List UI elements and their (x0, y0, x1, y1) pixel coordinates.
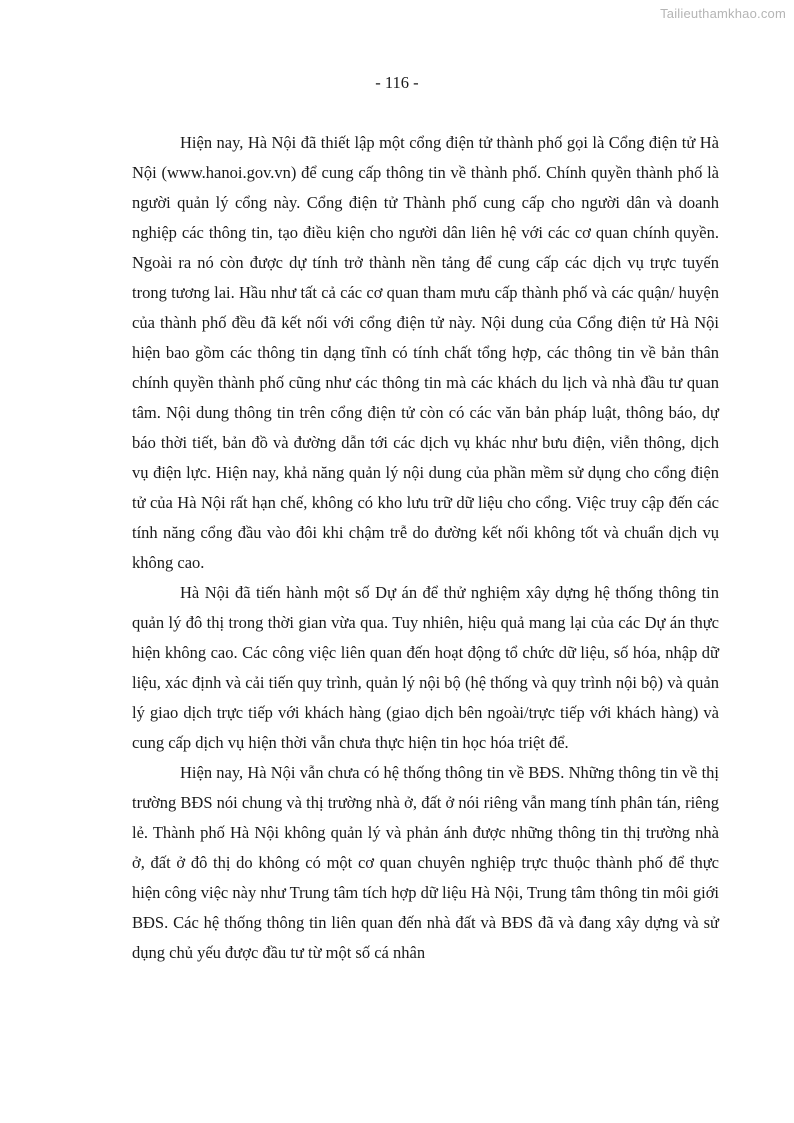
document-body (132, 128, 719, 968)
paragraph-3: Hiện nay, Hà Nội vẫn chưa có hệ thống thông tin về BĐS. Những thông tin về thị trường BĐS nói chung và thị trường nhà ở, đất ở nói riêng vẫn mang tính phân tán, riêng lẻ. Thành phố Hà Nội không quản lý và phản ánh được những thông tin thị trường nhà ở, đất ở đô thị do không có một cơ quan chuyên nghiệp trực thuộc thành phố để thực hiện công việc này như Trung tâm tích hợp dữ liệu Hà Nội, Trung tâm thông tin môi giới BĐS. Các hệ thống thông tin liên quan đến nhà đất và BĐS đã và đang xây dựng và sử dụng chủ yếu được đầu tư từ một số cá nhân (132, 763, 719, 962)
paragraph-2: Hà Nội đã tiến hành một số Dự án để thử nghiệm xây dựng hệ thống thông tin quản lý đô thị trong thời gian vừa qua. Tuy nhiên, hiệu quả mang lại của các Dự án thực hiện không cao. Các công việc liên quan đến hoạt động tổ chức dữ liệu, số hóa, nhập dữ liệu, xác định và cải tiến quy trình, quản lý nội bộ (hệ thống và quy trình nội bộ) và quản lý giao dịch trực tiếp với khách hàng (giao dịch bên ngoài/trực tiếp với khách hàng) và cung cấp dịch vụ hiện thời vẫn chưa thực hiện tin học hóa triệt để. (132, 583, 719, 752)
page-number: - 116 - (375, 73, 419, 92)
paragraph-1: Hiện nay, Hà Nội đã thiết lập một cổng điện tử thành phố gọi là Cổng điện tử Hà Nội (www.hanoi.gov.vn) để cung cấp thông tin về thành phố. Chính quyền thành phố là người quản lý cổng này. Cổng điện tử Thành phố cung cấp cho người dân và doanh nghiệp các thông tin, tạo điều kiện cho người dân liên hệ với các cơ quan chính quyền. Ngoài ra nó còn được dự tính trở thành nền tảng để cung cấp các dịch vụ trực tuyến trong tương lai. Hầu như tất cả các cơ quan tham mưu cấp thành phố và các quận/ huyện của thành phố đều đã kết nối với cổng điện tử này. Nội dung của Cổng điện tử Hà Nội hiện bao gồm các thông tin dạng tĩnh có tính chất tổng hợp, các thông tin về bản thân chính quyền thành phố cũng như các thông tin mà các khách du lịch và nhà đầu tư quan tâm. Nội dung thông tin trên cổng điện tử còn có các văn bản pháp luật, thông báo, dự báo thời tiết, bản đồ và đường dẫn tới các dịch vụ khác như bưu điện, viễn thông, dịch vụ điện lực. Hiện nay, khả năng quản lý nội dung của phần mềm sử dụng cho cổng điện tử của Hà Nội rất hạn chế, không có kho lưu trữ dữ liệu cho cổng. Việc truy cập đến các tính năng cổng đầu vào đôi khi chậm trễ do đường kết nối không tốt và chuẩn dịch vụ không cao. (132, 133, 719, 572)
watermark: Tailieuthamkhao.com (660, 6, 786, 21)
